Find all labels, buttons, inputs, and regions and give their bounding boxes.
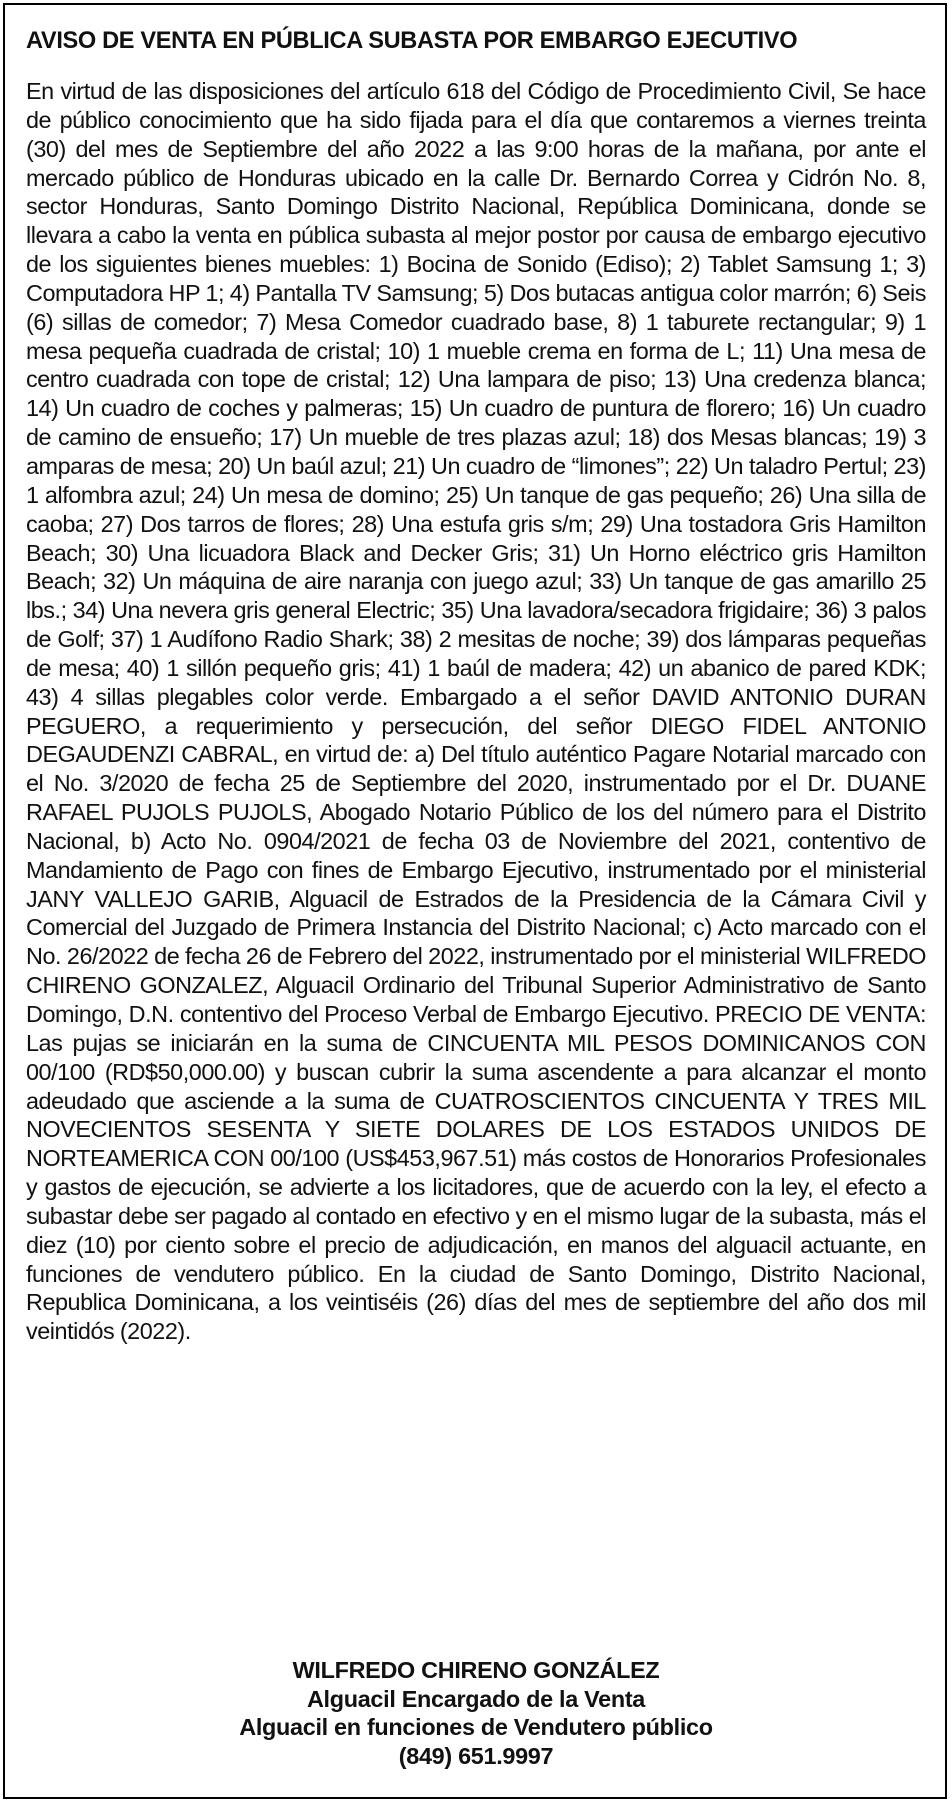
signatory-phone: (849) 651.9997 [398, 1742, 554, 1769]
notice-title: AVISO DE VENTA EN PÚBLICA SUBASTA POR EMBARGO EJECUTIVO [26, 28, 798, 54]
signature-block [26, 1656, 926, 1770]
notice-body: En virtud de las disposiciones del artículo 618 del Código de Procedimiento Civil, Se hace de público conocimiento que ha sido fijada para el día que contaremos a viernes treinta (30) del mes de Septiembre del año 2022 a las 9:00 horas de la mañana, por ante el mercado público de Honduras ubicado en la calle Dr. Bernardo Correa y Cidrón No. 8, sector Honduras, Santo Domingo Distrito Nacional, República Dominicana, donde se llevara a cabo la venta en pública subasta al mejor postor por causa de embargo ejecutivo de los siguientes bienes muebles: 1) Bocina de Sonido (Ediso); 2) Tablet Samsung 1; 3) Computadora HP 1; 4) Pantalla TV Samsung; 5) Dos butacas antigua color marrón; 6) Seis (6) sillas de comedor; 7) Mesa Comedor cuadrado base, 8) 1 taburete rectangular; 9) 1 mesa pequeña cuadrada de cristal; 10) 1 mueble crema en forma de L; 11) Una mesa de centro cuadrada con tope de cristal; 12) Una lampara de piso; 13) Una credenza blanca; 14) Un cuadro de coches y palmeras; 15) Un cuadro de puntura de florero; 16) Un cuadro de camino de ensueño; 17) Un mueble de tres plazas azul; 18) dos Mesas blancas; 19) 3 amparas de mesa; 20) Un baúl azul; 21) Un cuadro de “limones”; 22) Un taladro Pertul; 23) 1 alfombra azul; 24) Un mesa de domino; 25) Un tanque de gas pequeño; 26) Una silla de caoba; 27) Dos tarros de flores; 28) Una estufa gris s/m; 29) Una tostadora Gris Hamilton Beach; 30) Una licuadora Black and Decker Gris; 31) Un Horno eléctrico gris Hamilton Beach; 32) Un máquina de aire naranja con juego azul; 33) Un tanque de gas amarillo 25 lbs.; 34) Una nevera gris general Electric; 35) Una lavadora/secadora frigidaire; 36) 3 palos de Golf; 37) 1 Audífono Radio Shark; 38) 2 mesitas de noche; 39) dos lámparas pequeñas de mesa; 40) 1 sillón pequeño gris; 41) 1 baúl de madera; 42) un abanico de pared KDK; 43) 4 sillas plegables color verde. Embargado a el señor DAVID ANTONIO DURAN PEGUERO, a requerimiento y persecución, del señor DIEGO FIDEL ANTONIO DEGAUDENZI CABRAL, en virtud de: a) Del título auténtico Pagare Notarial marcado con el No. 3/2020 de fecha 25 de Septiembre del 2020, instrumentado por el Dr. DUANE RAFAEL PUJOLS PUJOLS, Abogado Notario Público de los del número para el Distrito Nacional, b) Acto No. 0904/2021 de fecha 03 de Noviembre del 2021, contentivo de Mandamiento de Pago con fines de Embargo Ejecutivo, instrumentado por el ministerial JANY VALLEJO GARIB, Alguacil de Estrados de la Presidencia de la Cámara Civil y Comercial del Juzgado de Primera Instancia del Distrito Nacional; c) Acto marcado con el No. 26/2022 de fecha 26 de Febrero del 2022, instrumentado por el ministerial WILFREDO CHIRENO GONZALEZ, Alguacil Ordinario del Tribunal Superior Administrativo de Santo Domingo, D.N. contentivo del Proceso Verbal de Embargo Ejecutivo. PRECIO DE VENTA: Las pujas se iniciarán en la suma de CINCUENTA MIL PESOS DOMINICANOS CON 00/100 (RD$50,000.00) y buscan cubrir la suma ascendente a para alcanzar el monto adeudado que asciende a la suma de CUATROSCIENTOS CINCUENTA Y TRES MIL NOVECIENTOS SESENTA Y SIETE DOLARES DE LOS ESTADOS UNIDOS DE NORTEAMERICA CON 00/100 (US$453,967.51) más costos de Honorarios Profesionales y gastos de ejecución, se advierte a los licitadores, que de acuerdo con la ley, el efecto a subastar debe ser pagado al contado en efectivo y en el mismo lugar de la subasta, más el diez (10) por ciento sobre el precio de adjudicación, en manos del alguacil actuante, en funciones de vendutero público. En la ciudad de Santo Domingo, Distrito Nacional, Republica Dominicana, a los veintiséis (26) días del mes de septiembre del año dos mil veintidós (2022). [26, 78, 926, 1345]
signatory-role: Alguacil Encargado de la Venta [306, 1685, 646, 1712]
legal-notice [3, 3, 947, 1799]
signatory-name: WILFREDO CHIRENO GONZÁLEZ [292, 1657, 660, 1683]
signatory-function: Alguacil en funciones de Vendutero público [239, 1714, 713, 1740]
